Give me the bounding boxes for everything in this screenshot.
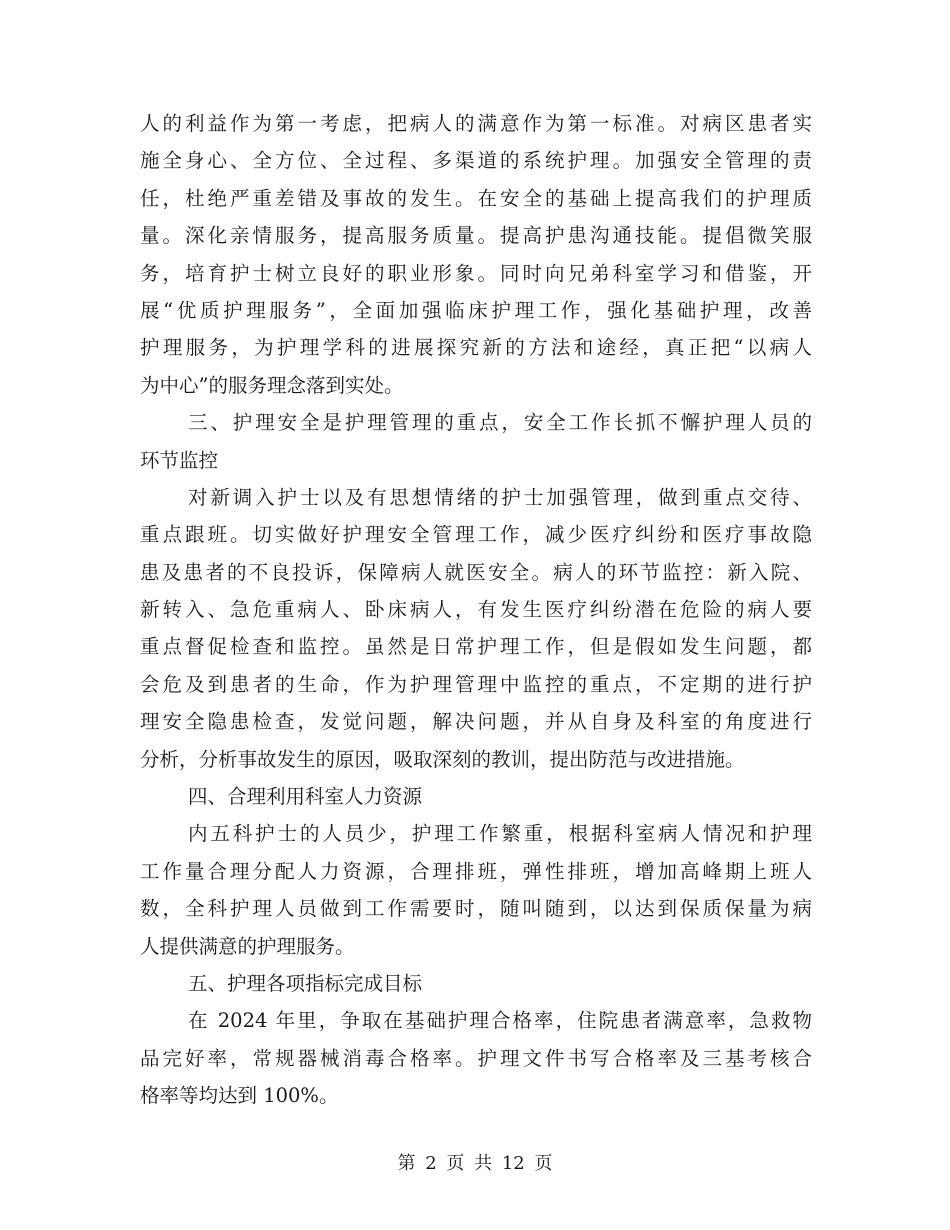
- paragraph: [140, 815, 812, 965]
- document-body: [140, 105, 812, 1115]
- text-line: 人的利益作为第一考虑，把病人的满意作为第一标准。对病区患者实: [140, 112, 812, 135]
- text-line: 对新调入护士以及有思想情绪的护士加强管理，做到重点交待、: [188, 485, 812, 509]
- text-line: 施全身心、全方位、全过程、多渠道的系统护理。加强安全管理的责: [140, 149, 812, 173]
- paragraph: [140, 778, 812, 815]
- text-line: 三、护理安全是护理管理的重点，安全工作长抓不懈护理人员的: [188, 411, 812, 435]
- text-line: 环节监控: [140, 448, 219, 472]
- text-line: 患及患者的不良投诉，保障病人就医安全。病人的环节监控：新入院、: [140, 560, 812, 584]
- text-line: 人提供满意的护理服务。: [140, 934, 355, 958]
- text-line: 理安全隐患检查，发觉问题，解决问题，并从自身及科室的角度进行: [140, 710, 812, 734]
- text-line: 工作量合理分配人力资源，合理排班，弹性排班，增加高峰期上班人: [140, 859, 812, 883]
- text-line: 展“优质护理服务”，全面加强临床护理工作，强化基础护理，改善: [140, 298, 812, 322]
- text-line: 四、合理利用科室人力资源: [188, 785, 423, 809]
- text-line: 内五科护士的人员少，护理工作繁重，根据科室病人情况和护理: [188, 822, 812, 846]
- paragraph: [140, 1002, 812, 1114]
- text-line: 五、护理各项指标完成目标: [188, 971, 423, 995]
- text-line: 在 2024 年里，争取在基础护理合格率，住院患者满意率，急救物: [188, 1009, 812, 1033]
- text-line: 分析，分析事故发生的原因，吸取深刻的教训，提出防范与改进措施。: [140, 747, 745, 771]
- text-line: 格率等均达到 100%。: [140, 1084, 339, 1108]
- text-line: 护理服务，为护理学科的进展探究新的方法和途经，真正把“以病人: [140, 336, 812, 360]
- text-line: 会危及到患者的生命，作为护理管理中监控的重点，不定期的进行护: [140, 672, 812, 696]
- paragraph: [140, 965, 812, 1002]
- text-line: 务，培育护士树立良好的职业形象。同时向兄弟科室学习和借鉴，开: [140, 261, 812, 285]
- page-footer: 第 2 页 共 12 页: [397, 1153, 553, 1174]
- text-line: 任，杜绝严重差错及事故的发生。在安全的基础上提高我们的护理质: [140, 186, 812, 210]
- paragraph: [140, 105, 812, 404]
- paragraph: [140, 404, 812, 479]
- text-line: 新转入、急危重病人、卧床病人，有发生医疗纠纷潜在危险的病人要: [140, 598, 812, 622]
- text-line: 为中心”的服务理念落到实处。: [140, 373, 404, 397]
- text-line: 品完好率，常规器械消毒合格率。护理文件书写合格率及三基考核合: [140, 1046, 812, 1070]
- text-line: 重点跟班。切实做好护理安全管理工作，减少医疗纠纷和医疗事故隐: [140, 523, 812, 547]
- text-line: 数，全科护理人员做到工作需要时，随叫随到，以达到保质保量为病: [140, 897, 812, 921]
- text-line: 重点督促检查和监控。虽然是日常护理工作，但是假如发生问题，都: [140, 635, 812, 659]
- paragraph: [140, 479, 812, 778]
- text-line: 量。深化亲情服务，提高服务质量。提高护患沟通技能。提倡微笑服: [140, 224, 812, 248]
